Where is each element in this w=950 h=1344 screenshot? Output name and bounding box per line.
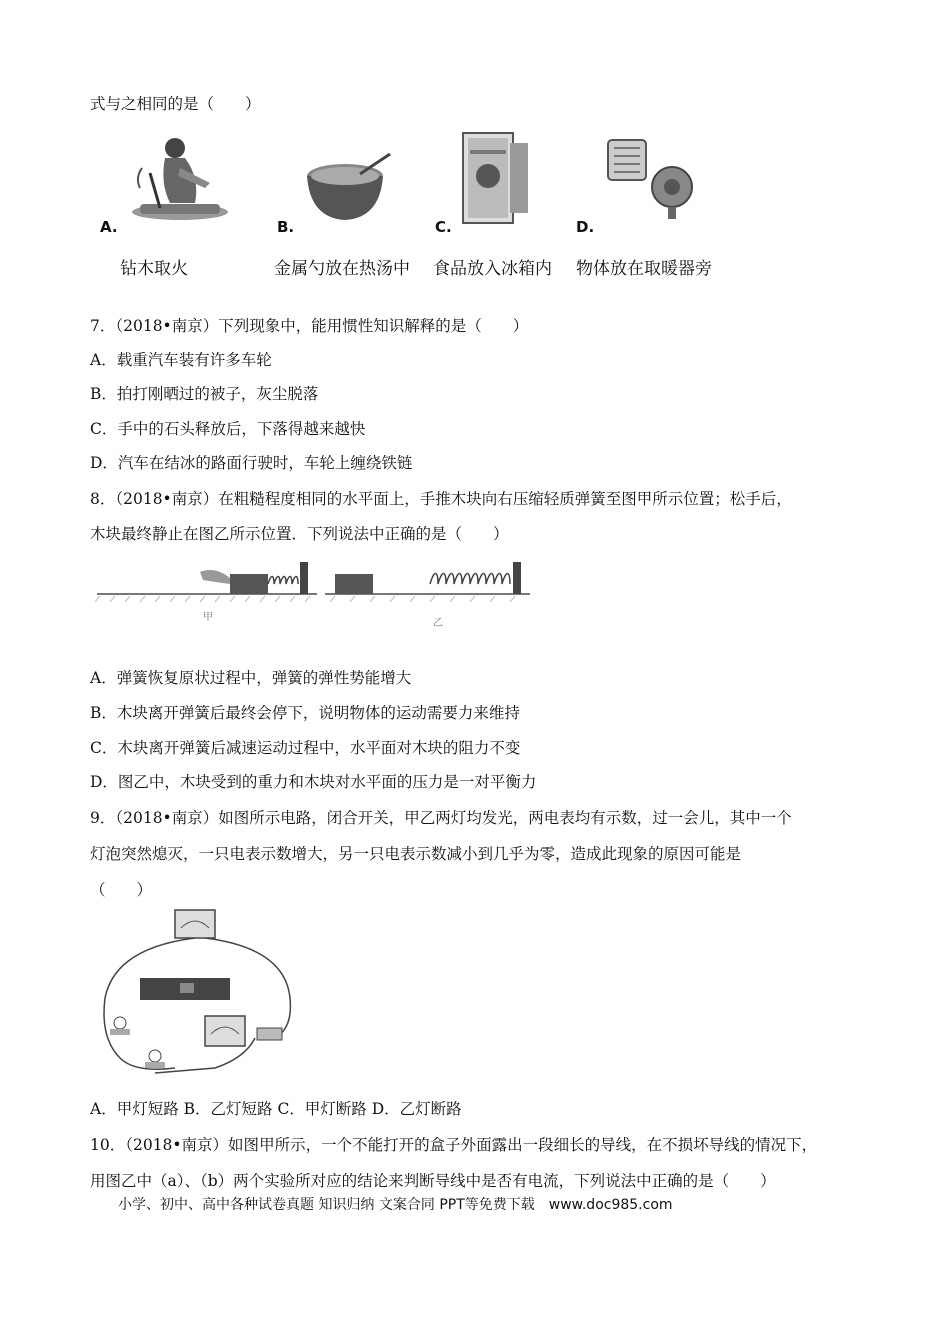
q7-stem: 7．（2018•南京）下列现象中，能用惯性知识解释的是（ ） <box>90 317 529 335</box>
q6-option-d-caption: 物体放在取暖器旁 <box>576 259 712 279</box>
q8-stem-line2: 木块最终静止在图乙所示位置．下列说法中正确的是（ ） <box>90 525 509 543</box>
q9-stem-line3: （ ） <box>90 881 153 899</box>
spring-block-figure <box>95 552 535 612</box>
figure-label-yi: 乙 <box>433 618 443 629</box>
q6-option-a-letter: A. <box>100 218 118 236</box>
q6-option-c-caption: 食品放入冰箱内 <box>433 259 552 279</box>
q6-option-d-letter: D. <box>576 218 595 236</box>
heater-illustration <box>600 132 700 227</box>
q9-options: A．甲灯短路 B．乙灯短路 C．甲灯断路 D．乙灯断路 <box>90 1100 462 1118</box>
q8-option-b: B．木块离开弹簧后最终会停下，说明物体的运动需要力来维持 <box>90 704 520 722</box>
footer-text: 小学、初中、高中各种试卷真题 知识归纳 文案合同 PPT等免费下载 www.doc985.com <box>118 1197 673 1213</box>
q7-option-c: C．手中的石头释放后，下落得越来越快 <box>90 420 366 438</box>
q6-option-c-letter: C. <box>435 218 452 236</box>
q9-stem-line1: 9．（2018•南京）如图所示电路，闭合开关，甲乙两灯均发光，两电表均有示数，过一会儿，其中一个 <box>90 809 792 827</box>
q7-option-b: B．拍打刚晒过的被子，灰尘脱落 <box>90 385 319 403</box>
fridge-illustration <box>458 128 533 228</box>
circuit-figure <box>95 908 305 1083</box>
fire-drill-illustration <box>120 128 235 228</box>
q6-option-a-caption: 钻木取火 <box>120 259 188 279</box>
bowl-spoon-illustration <box>300 148 395 228</box>
q8-option-d: D．图乙中，木块受到的重力和木块对水平面的压力是一对平衡力 <box>90 773 537 791</box>
q8-stem-line1: 8．（2018•南京）在粗糙程度相同的水平面上，手推木块向右压缩轻质弹簧至图甲所示位置；松手后， <box>90 490 792 508</box>
intro-line: 式与之相同的是（ ） <box>90 95 261 113</box>
q8-option-c: C．木块离开弹簧后减速运动过程中，水平面对木块的阻力不变 <box>90 739 521 757</box>
q10-stem-line1: 10．（2018•南京）如图甲所示，一个不能打开的盒子外面露出一段细长的导线，在不损坏导线的情况下， <box>90 1136 818 1154</box>
q6-option-b-caption: 金属勺放在热汤中 <box>274 259 410 279</box>
q8-option-a: A．弹簧恢复原状过程中，弹簧的弹性势能增大 <box>90 669 412 687</box>
q9-stem-line2: 灯泡突然熄灭，一只电表示数增大，另一只电表示数减小到几乎为零，造成此现象的原因可能是 <box>90 845 742 863</box>
q10-stem-line2: 用图乙中（a）、（b）两个实验所对应的结论来判断导线中是否有电流，下列说法中正确的是（ ） <box>90 1172 776 1190</box>
q6-option-b-letter: B. <box>277 218 295 236</box>
figure-label-jia: 甲 <box>203 612 213 623</box>
q7-option-a: A．载重汽车装有许多车轮 <box>90 351 272 369</box>
q7-option-d: D．汽车在结冰的路面行驶时，车轮上缠绕铁链 <box>90 454 413 472</box>
